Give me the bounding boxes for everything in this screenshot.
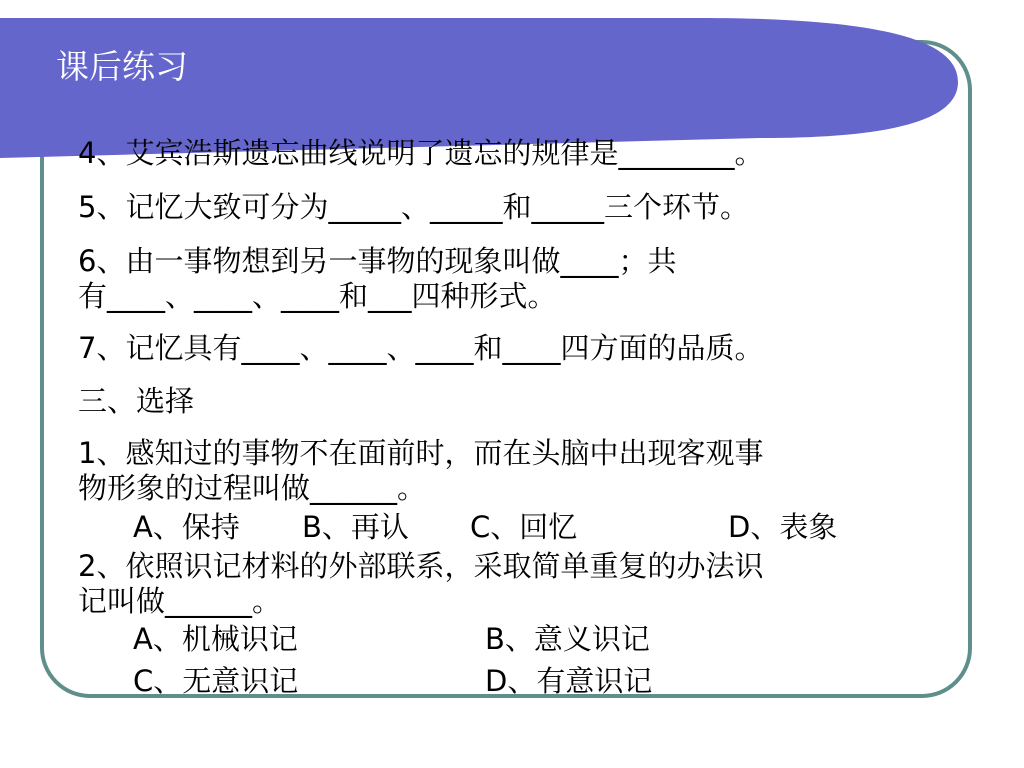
choice-1-line-1: 1、感知过的事物不在面前时，而在头脑中出现客观事 [78,436,764,470]
choice-1-option-b: B、再认 [302,510,409,544]
choice-2-option-c: C、无意识记 [133,664,299,698]
choice-1-line-2: 物形象的过程叫做______。 [78,471,427,505]
question-5: 5、记忆大致可分为_____、_____和_____三个环节。 [78,190,749,224]
choice-1-option-a: A、保持 [133,510,240,544]
question-7: 7、记忆具有____、____、____和____四方面的品质。 [78,331,764,365]
slide-title: 课后练习 [56,47,188,86]
choice-1-option-c: C、回忆 [470,510,578,544]
choice-1-option-d: D、表象 [728,510,838,544]
choice-2-line-1: 2、依照识记材料的外部联系，采取简单重复的办法识 [78,549,764,583]
section-heading: 三、选择 [78,384,195,418]
choice-2-line-2: 记叫做______。 [78,584,282,618]
choice-2-option-d: D、有意识记 [485,664,653,698]
question-4: 4、艾宾浩斯遗忘曲线说明了遗忘的规律是________。 [78,136,764,170]
choice-2-option-a: A、机械识记 [133,622,298,656]
choice-2-option-b: B、意义识记 [485,622,650,656]
question-6-line-1: 6、由一事物想到另一事物的现象叫做____；共 [78,244,677,278]
question-6-line-2: 有____、____、____和___四种形式。 [78,279,557,313]
